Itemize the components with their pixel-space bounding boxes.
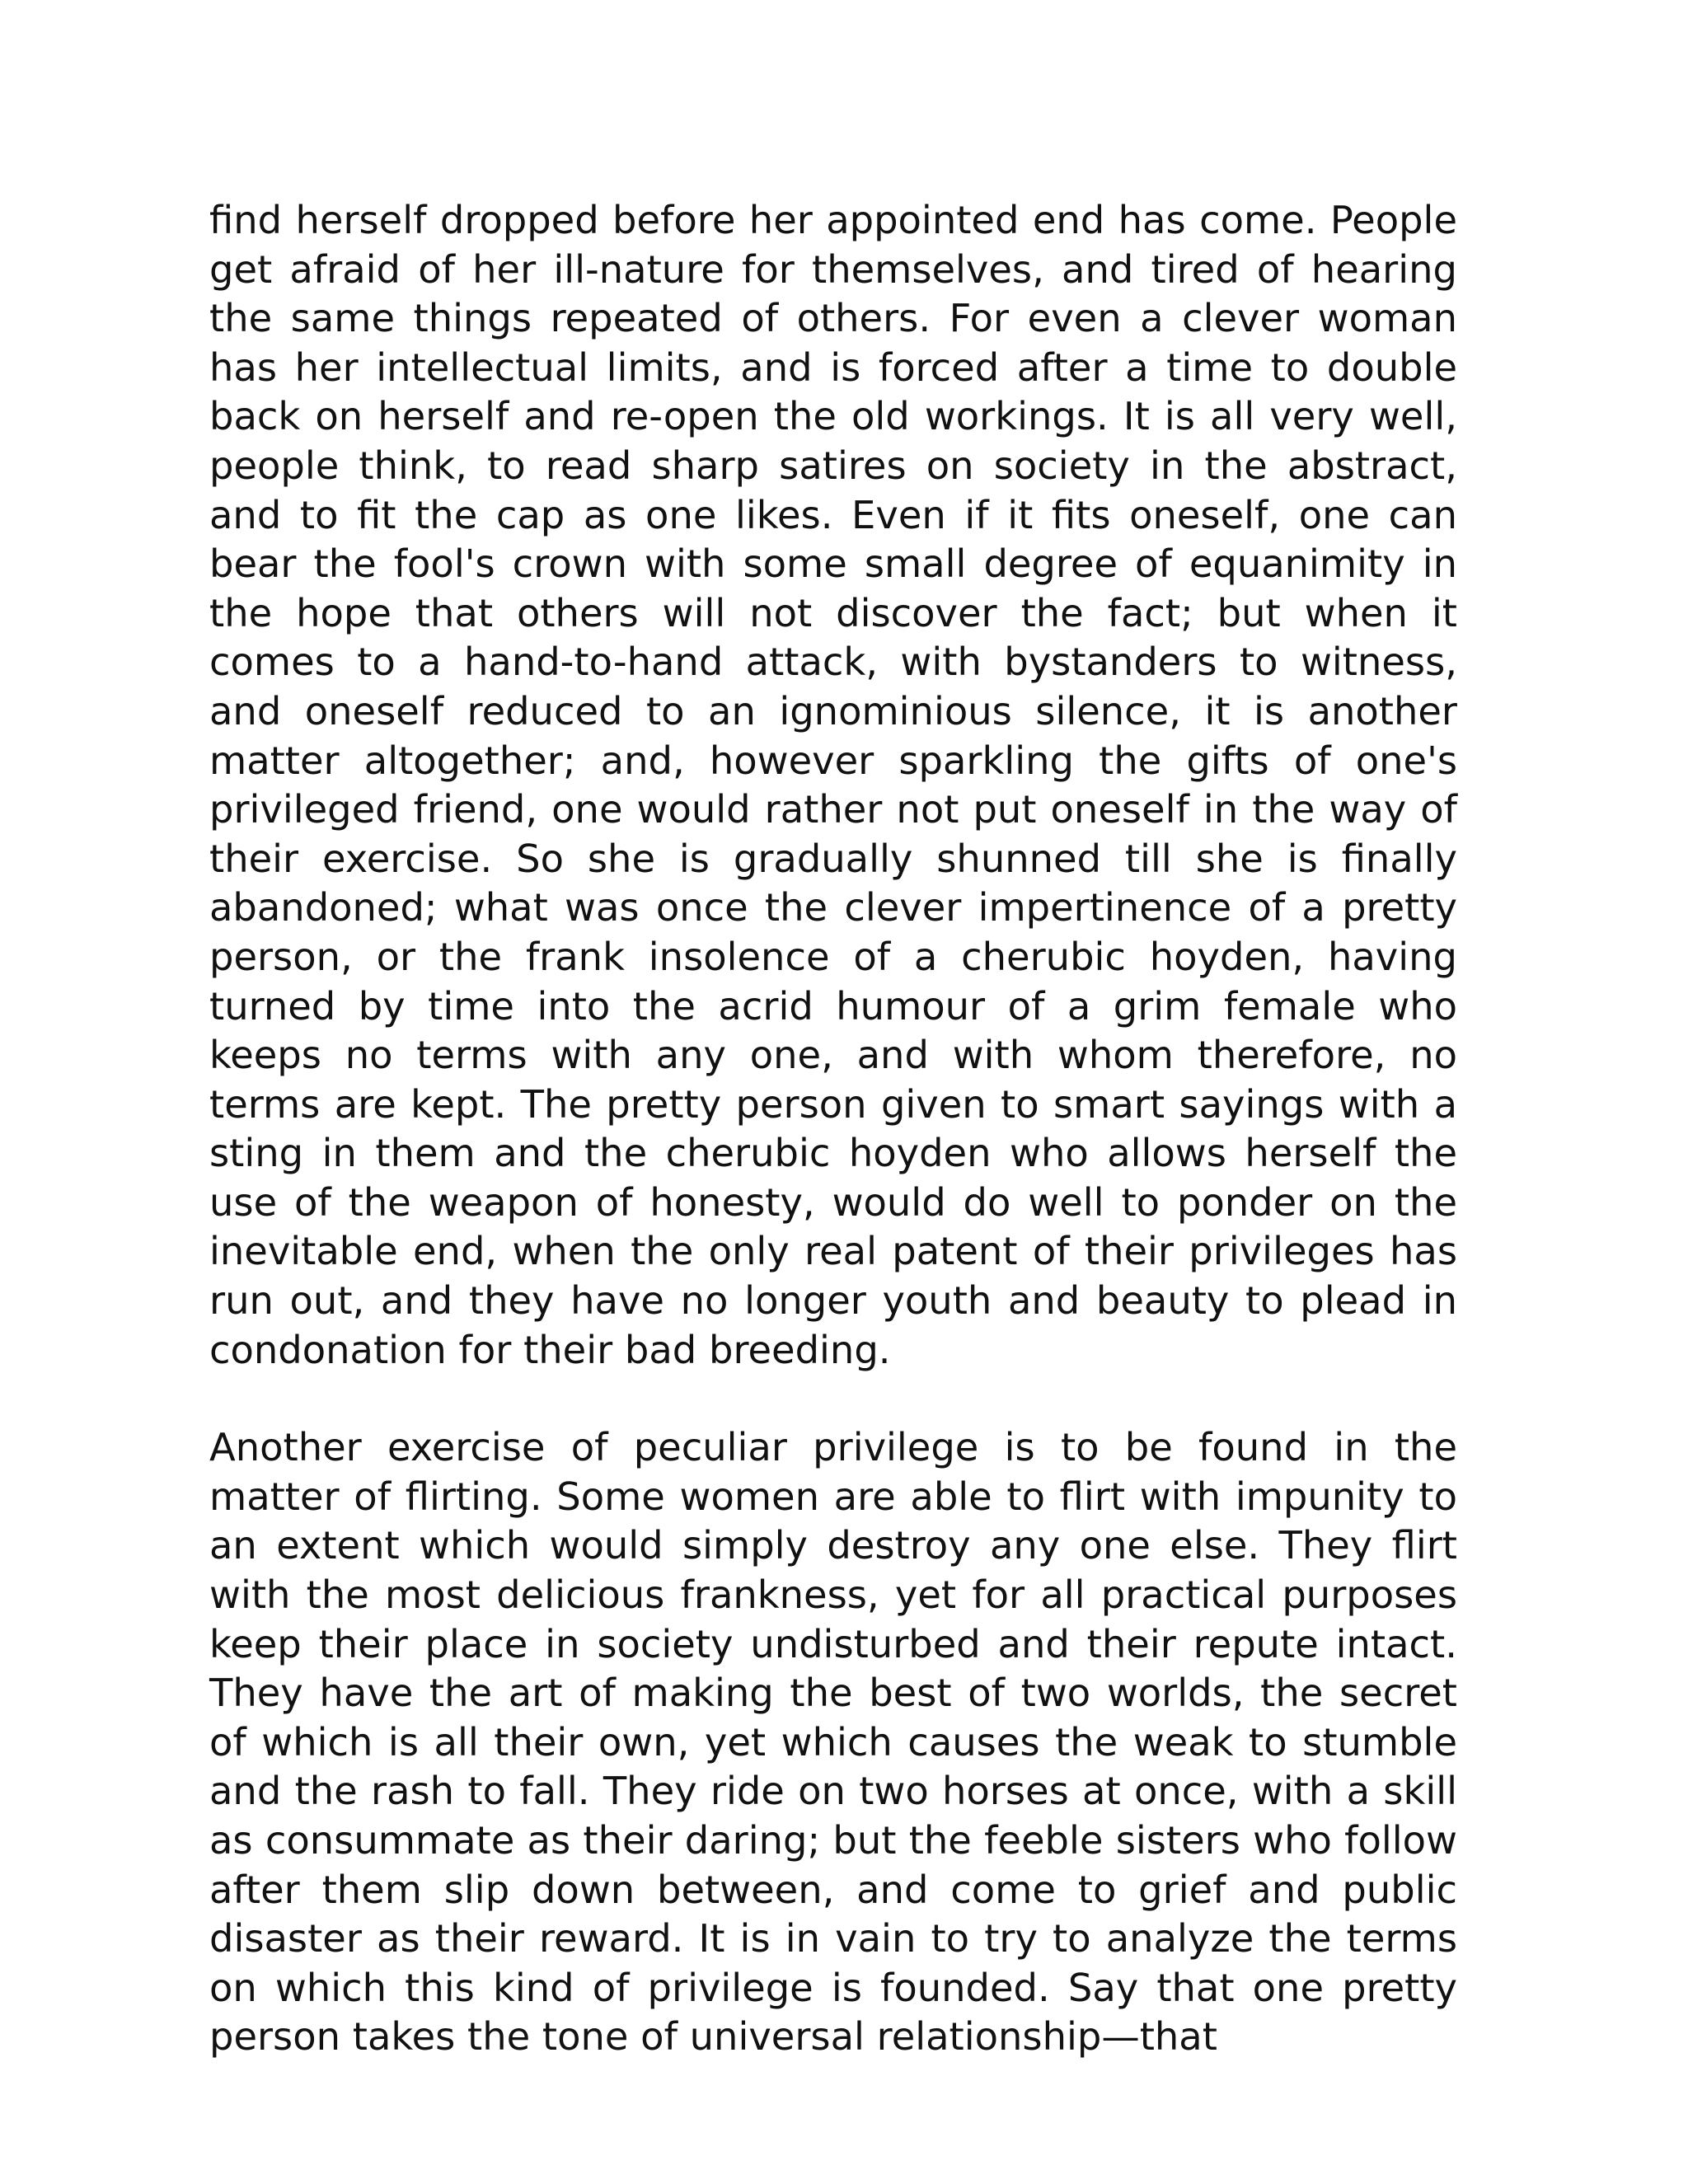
paragraph: Another exercise of peculiar privilege is to be found in the matter of flirting. Some women are able to flirt with impunity to an extent which would simply destroy any one else. They flirt with the most delicious frankness, yet for all practical purposes keep their place in society undisturbed and their repute intact. They have the art of making the best of two worlds, the secret of which is all their own, yet which causes the weak to stumble and the rash to fall. They ride on two horses at once, with a skill as consummate as their daring; but the feeble sisters who follow after them slip down between, and come to grief and public disaster as their reward. It is in vain to try to analyze the terms on which this kind of privilege is founded. Say that one pretty person takes the tone of universal relationship—that — [209, 1425, 1457, 2060]
paragraph: find herself dropped before her appointed end has come. People get afraid of her ill-nature for themselves, and tired of hearing the same things repeated of others. For even a clever woman has her intellectual limits, and is forced after a time to double back on herself and re-open the old workings. It is all very well, people think, to read sharp satires on society in the abstract, and to fit the cap as one likes. Even if it fits oneself, one can bear the fool's crown with some small degree of equanimity in the hope that others will not discover the fact; but when it comes to a hand-to-hand attack, with bystanders to witness, and oneself reduced to an ignominious silence, it is another matter altogether; and, however sparkling the gifts of one's privileged friend, one would rather not put oneself in the way of their exercise. So she is gradually shunned till she is finally abandoned; what was once the clever impertinence of a pretty person, or the frank insolence of a cherubic hoyden, having turned by time into the acrid humour of a grim female who keeps no terms with any one, and with whom therefore, no terms are kept. The pretty person given to smart sayings with a sting in them and the cherubic hoyden who allows herself the use of the weapon of honesty, would do well to ponder on the inevitable end, when the only real patent of their privileges has run out, and they have no longer youth and beauty to plead in condonation for their bad breeding. — [209, 198, 1457, 1372]
document-page — [209, 196, 1457, 2062]
